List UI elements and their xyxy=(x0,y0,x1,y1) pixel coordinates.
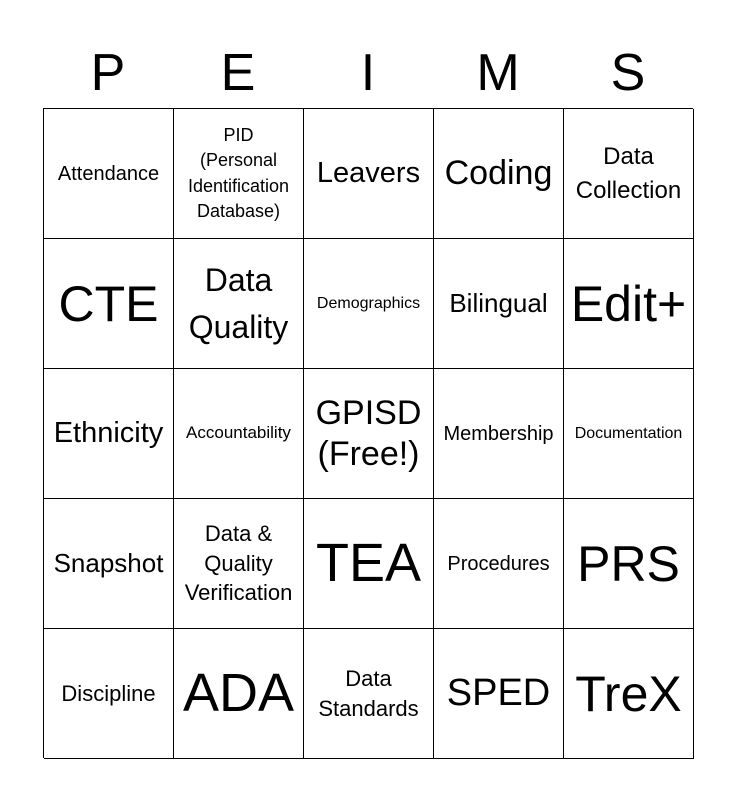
bingo-cell[interactable]: CTE xyxy=(44,239,174,369)
bingo-cell[interactable]: Procedures xyxy=(434,499,564,629)
bingo-cell[interactable]: Discipline xyxy=(44,629,174,759)
bingo-cell[interactable]: Coding xyxy=(434,109,564,239)
header-letter: S xyxy=(610,44,646,102)
bingo-cell[interactable]: PRS xyxy=(564,499,694,629)
bingo-cell[interactable]: SPED xyxy=(434,629,564,759)
header-letter: P xyxy=(90,44,126,102)
bingo-cell[interactable]: Ethnicity xyxy=(44,369,174,499)
bingo-cell[interactable]: TreX xyxy=(564,629,694,759)
bingo-cell[interactable]: Edit+ xyxy=(564,239,694,369)
bingo-cell[interactable]: Documentation xyxy=(564,369,694,499)
bingo-cell[interactable]: Data & Quality Verification xyxy=(174,499,304,629)
bingo-cell[interactable]: Data Standards xyxy=(304,629,434,759)
bingo-cell[interactable]: Accountability xyxy=(174,369,304,499)
bingo-cell[interactable]: GPISD (Free!) xyxy=(304,369,434,499)
bingo-cell[interactable]: Demographics xyxy=(304,239,434,369)
bingo-cell[interactable]: Snapshot xyxy=(44,499,174,629)
bingo-cell[interactable]: Data Quality xyxy=(174,239,304,369)
bingo-header xyxy=(43,40,693,106)
bingo-grid xyxy=(43,108,693,758)
header-letter: E xyxy=(220,44,256,102)
header-letter: I xyxy=(360,44,376,102)
bingo-cell[interactable]: Leavers xyxy=(304,109,434,239)
bingo-cell[interactable]: Membership xyxy=(434,369,564,499)
bingo-cell[interactable]: Attendance xyxy=(44,109,174,239)
bingo-cell[interactable]: TEA xyxy=(304,499,434,629)
bingo-cell[interactable]: Bilingual xyxy=(434,239,564,369)
header-letter: M xyxy=(476,44,520,102)
bingo-cell[interactable]: ADA xyxy=(174,629,304,759)
bingo-cell[interactable]: PID (Personal Identification Database) xyxy=(174,109,304,239)
bingo-cell[interactable]: Data Collection xyxy=(564,109,694,239)
